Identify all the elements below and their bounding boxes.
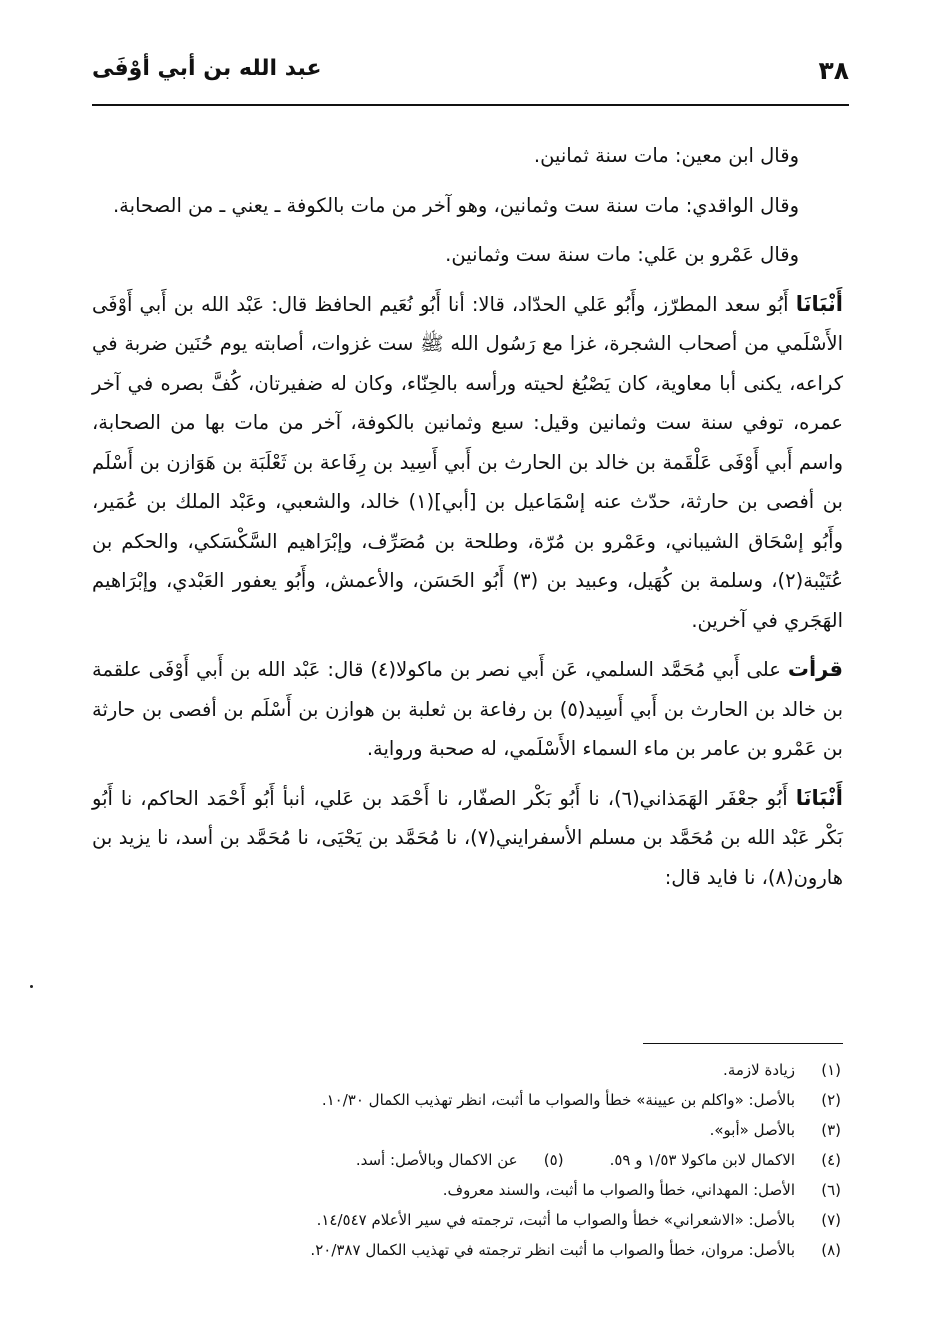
footnote-text: بالأصل: «الاشعراني» خطأ والصواب ما أثبت، ترجمته في سير الأعلام ١٤/٥٤٧. bbox=[316, 1211, 795, 1229]
header-rule bbox=[92, 104, 849, 106]
footnote-number: (٥) bbox=[543, 1151, 564, 1169]
footnote-number: (٢) bbox=[821, 1091, 841, 1109]
footnote-text: زيادة لازمة. bbox=[723, 1061, 795, 1079]
paragraph-amr: وقال عَمْرو بن عَلي: مات سنة ست وثمانين. bbox=[445, 243, 799, 266]
footnote-number: (٧) bbox=[821, 1211, 841, 1229]
lead-word: أَنْبَانَا bbox=[795, 291, 843, 316]
footnote-number: (١) bbox=[821, 1061, 841, 1079]
footnote-1 bbox=[98, 1055, 841, 1085]
paragraph-hamadhani bbox=[92, 779, 843, 898]
paragraph-text: أَبُو سعد المطرّز، وأَبُو عَلي الحدّاد، قالا: أنا أَبُو نُعَيم الحافظ قال: عَبْد الله بن أَبي أَوْفَى الأَسْلَمي من أصحاب الشجرة، غزا مع رَسُول الله ﷺ ست غزوات، أصابته يوم حُنَين ضربة في كراعه، يكنى أبا معاوية، كان يَصْبُغ لحيته ورأسه بالحِنّاء، وكان له ضفيرتان، كُفَّ بصره في آخر عمره، توفي سنة ست وثمانين وقيل: سبع وثمانين بالكوفة، آخر من مات بها من الصحابة، واسم أَبي أَوْفَى عَلْقَمة بن خالد بن الحارث بن أَبي أَسِيد بن رِفَاعة بن ثَعْلَبَة بن هَوَازن بن أَسْلَم بن أفصى بن حارثة، حدّث عنه إسْمَاعيل بن [أبي](١) خالد، والشعبي، وعَبْد الملك بن عُمَير، وأَبُو إسْحَاق الشيباني، وعَمْرو بن مُرّة، وطلحة بن مُصَرِّف، وإبْرَاهيم السَّكْسَكي، والحكم بن عُتَيْبة(٢)، وسلمة بن كُهَيل، وعبيد بن (٣) أَبُو الحَسَن، والأعمش، وأَبُو يعفور العَبْدي، وإبْرَاهيم الهَجَري في آخرين. bbox=[92, 292, 843, 632]
footnote-text: بالأصل: مروان، خطأ والصواب ما أثبت انظر ترجمته في تهذيب الكمال ٢٠/٣٨٧. bbox=[310, 1241, 795, 1259]
footnote-7 bbox=[98, 1205, 841, 1235]
footnote-text: الاكمال لابن ماكولا ١/٥٣ و ٥٩. bbox=[609, 1151, 795, 1169]
footnote-3 bbox=[98, 1115, 841, 1145]
footnote-2 bbox=[98, 1085, 841, 1115]
page-header bbox=[92, 56, 849, 96]
footnote-6 bbox=[98, 1175, 841, 1205]
footnote-text: بالأصل: «واكلم بن عيينة» خطأ والصواب ما أثبت، انظر تهذيب الكمال ١٠/٣٠. bbox=[321, 1091, 795, 1109]
page-number: ٣٨ bbox=[818, 56, 849, 85]
paragraph-text: على أَبي مُحَمَّد السلمي، عَن أَبي نصر بن ماكولا(٤) قال: عَبْد الله بن أَبي أَوْفَى علقمة بن خالد بن الحارث بن أَبي أَسِيد(٥) بن رفاعة بن ثعلبة بن هوازن بن أَسْلَم بن أفصى بن حارثة بن عَمْرو بن عامر بن ماء السماء الأَسْلَمي، له صحبة ورواية. bbox=[92, 658, 844, 760]
footnote-text: الأصل: المهداني، خطأ والصواب ما أثبت، والسند معروف. bbox=[442, 1181, 795, 1199]
footnotes bbox=[98, 1055, 841, 1265]
footnote-rule bbox=[643, 1043, 843, 1044]
running-title: عبد الله بن أبي أوْفَى bbox=[92, 56, 322, 81]
lead-word: أَنْبَانَا bbox=[795, 785, 843, 810]
paragraph-abu-nuaym bbox=[92, 285, 843, 641]
paragraph-ibn-makula bbox=[92, 650, 843, 769]
footnote-number: (٤) bbox=[821, 1151, 841, 1169]
footnote-number: (٣) bbox=[821, 1121, 841, 1139]
footnote-text: عن الاكمال وبالأصل: أسد. bbox=[355, 1151, 518, 1169]
footnote-text: بالأصل «أبو». bbox=[709, 1121, 795, 1139]
footnote-number: (٦) bbox=[821, 1181, 841, 1199]
footnote-8 bbox=[98, 1235, 841, 1265]
footnote-number: (٨) bbox=[821, 1241, 841, 1259]
lead-word: قرأت bbox=[787, 657, 843, 681]
footnote-4-5 bbox=[98, 1145, 841, 1175]
paragraph-ibn-main: وقال ابن معين: مات سنة ثمانين. bbox=[533, 144, 799, 167]
main-text bbox=[92, 136, 843, 907]
scan-speck bbox=[30, 985, 33, 988]
paragraph-waqidi: وقال الواقدي: مات سنة ست وثمانين، وهو آخر من مات بالكوفة ـ يعني ـ من الصحابة. bbox=[112, 193, 799, 217]
paragraph-text: أَبُو جعْفَر الهَمَذاني(٦)، نا أَبُو بَكْر الصفّار، نا أَحْمَد بن عَلي، أنبأ أَبُو أَحْمَد الحاكم، نا أَبُو بَكْر عَبْد الله بن مُحَمَّد بن مسلم الأسفرايني(٧)، نا مُحَمَّد بن يَحْيَى، نا مُحَمَّد بن أسد، نا يزيد بن هارون(٨)، نا فايد قال: bbox=[92, 786, 843, 889]
